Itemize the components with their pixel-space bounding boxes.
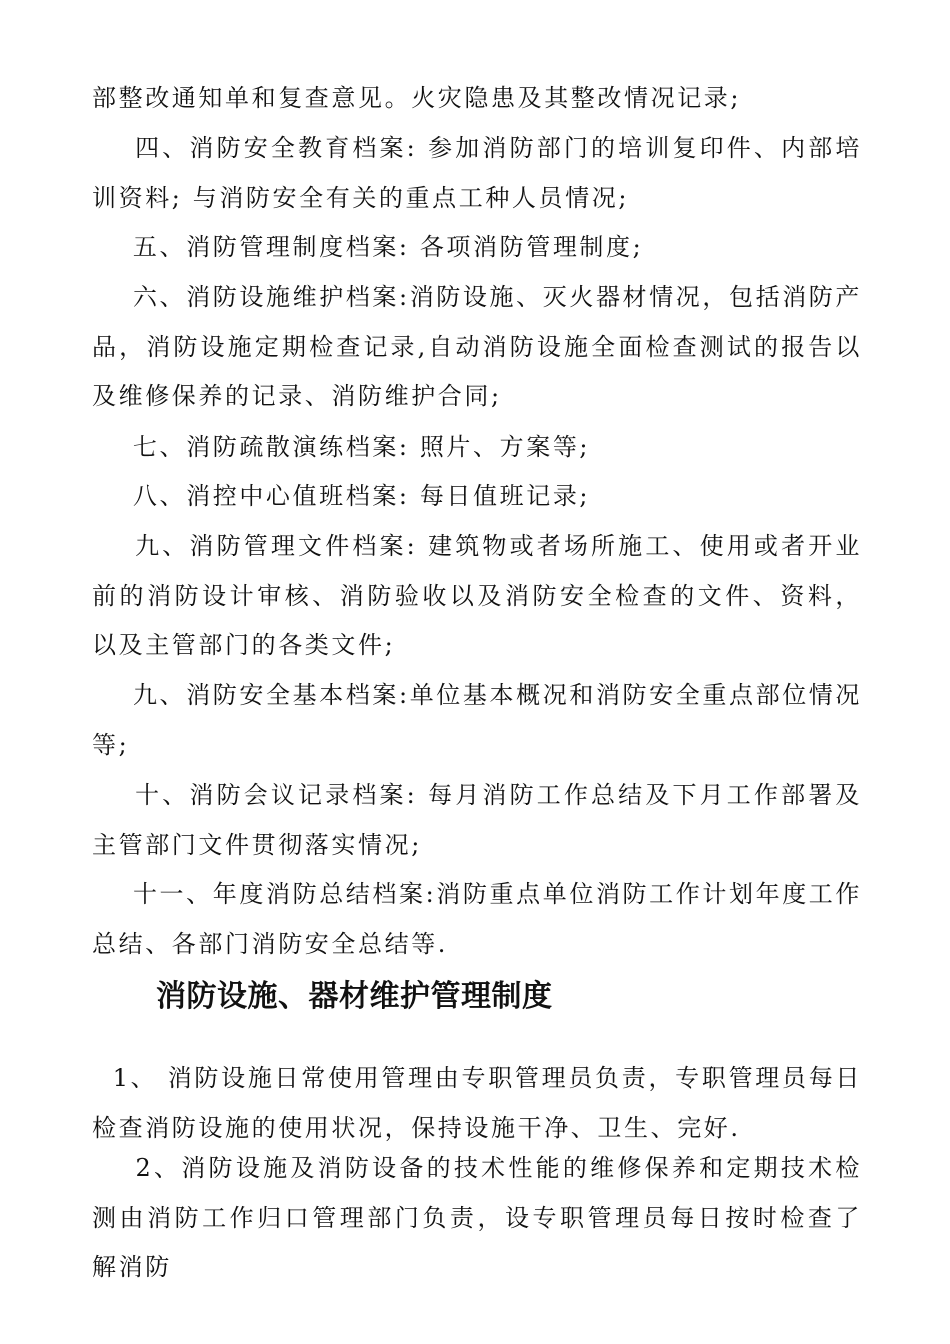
- rule-item-2: 2、消防设施及消防设备的技术性能的维修保养和定期技术检测由消防工作归口管理部门负责，设专职管理员每日按时检查了解消防: [92, 1154, 862, 1281]
- paragraph-annual-fire-summary-archive: 十一、年度消防总结档案:消防重点单位消防工作计划年度工作总结、各部门消防安全总结等.: [92, 880, 863, 958]
- paragraph-fire-education-archive: 四、消防安全教育档案: 参加消防部门的培训复印件、内部培训资料; 与消防安全有关的重点工种人员情况;: [92, 134, 862, 212]
- paragraph-fire-management-system-archive: 五、消防管理制度档案: 各项消防管理制度;: [92, 233, 644, 261]
- section-heading: 消防设施、器材维护管理制度: [156, 979, 553, 1014]
- paragraph-fire-meeting-record-archive: 十、消防会议记录档案: 每月消防工作总结及下月工作部署及主管部门文件贯彻落实情况;: [92, 781, 862, 859]
- paragraph-continued: 部整改通知单和复查意见。火灾隐患及其整改情况记录;: [92, 84, 742, 112]
- paragraph-fire-safety-basic-archive: 九、消防安全基本档案:单位基本概况和消防安全重点部位情况等;: [92, 681, 863, 759]
- rule-item-1: 1、 消防设施日常使用管理由专职管理员负责，专职管理员每日检查消防设施的使用状况，保持设施干净、卫生、完好.: [92, 1064, 863, 1142]
- paragraph-control-center-duty-archive: 八、消控中心值班档案: 每日值班记录;: [92, 482, 591, 510]
- paragraph-fire-facility-maintenance-archive: 六、消防设施维护档案:消防设施、灭火器材情况，包括消防产品，消防设施定期检查记录,自动消防设施全面检查测试的报告以及维修保养的记录、消防维护合同;: [92, 283, 863, 410]
- paragraph-evacuation-drill-archive: 七、消防疏散演练档案: 照片、方案等;: [92, 433, 591, 461]
- paragraph-fire-management-document-archive: 九、消防管理文件档案: 建筑物或者场所施工、使用或者开业前的消防设计审核、消防验收以及消防安全检查的文件、资料，以及主管部门的各类文件;: [92, 532, 862, 659]
